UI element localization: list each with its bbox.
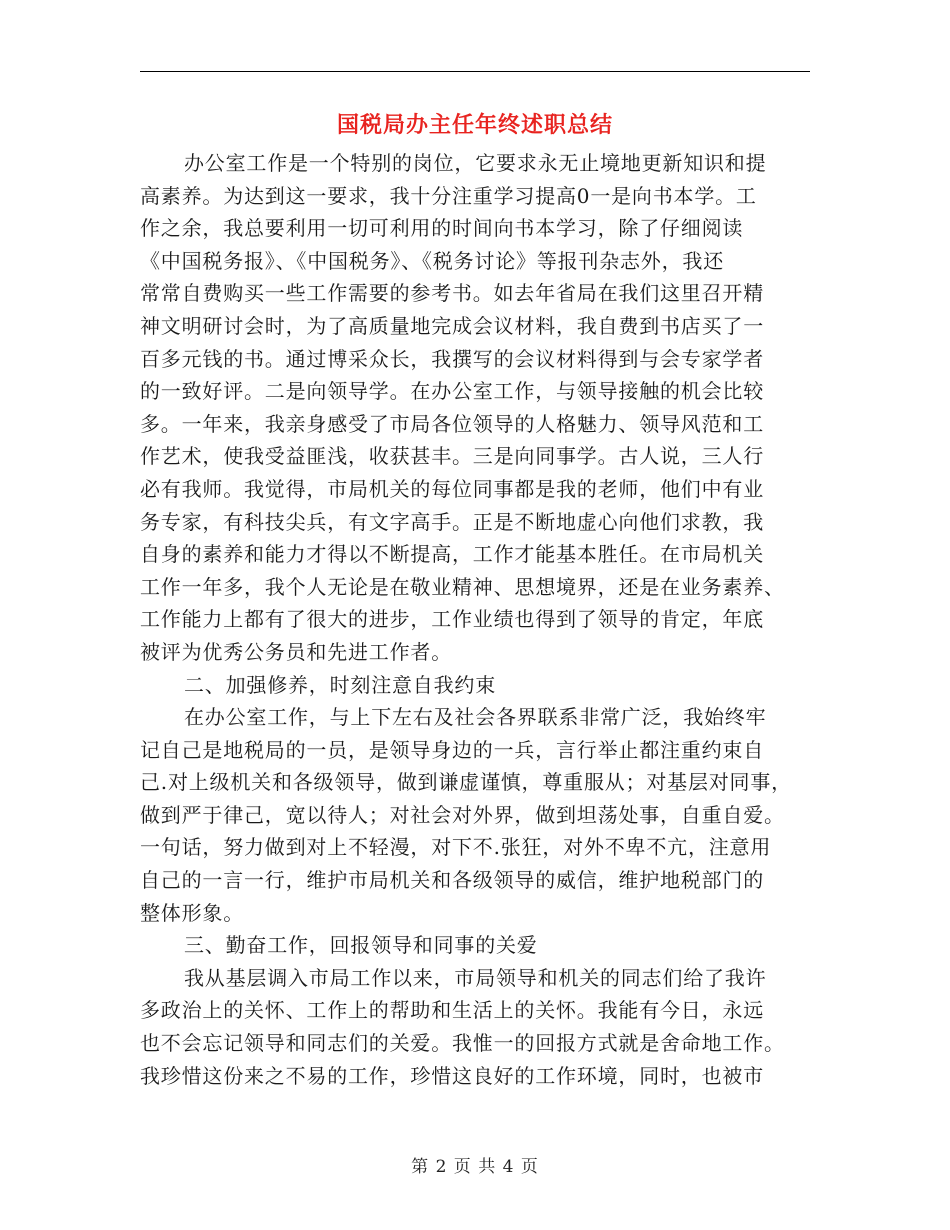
paragraph-line: 自己的一言一行，维护市局机关和各级领导的威信，维护地税部门的 <box>140 868 764 893</box>
paragraph-line: 被评为优秀公务员和先进工作者。 <box>140 639 452 664</box>
paragraph-line: 我珍惜这份来之不易的工作，珍惜这良好的工作环境，同时，也被市 <box>140 1063 764 1088</box>
paragraph-line: 整体形象。 <box>140 900 244 925</box>
paragraph-line: 《中国税务报》、《中国税务》、《税务讨论》等报刊杂志外，我还 <box>140 248 724 273</box>
paragraph-line: 自身的素养和能力才得以不断提高，工作才能基本胜任。在市局机关 <box>140 542 764 567</box>
paragraph-line: 务专家，有科技尖兵，有文字高手。正是不断地虚心向他们求教，我 <box>140 509 764 534</box>
paragraph-line: 的一致好评。二是向领导学。在办公室工作，与领导接触的机会比较 <box>140 379 764 404</box>
header-rule <box>140 71 810 72</box>
paragraph-line: 高素养。为达到这一要求，我十分注重学习提高0一是向书本学。工 <box>140 183 757 208</box>
paragraph-line: 常常自费购买一些工作需要的参考书。如去年省局在我们这里召开精 <box>140 281 764 306</box>
paragraph-line: 也不会忘记领导和同志们的关爱。我惟一的回报方式就是舍命地工作。 <box>140 1031 785 1056</box>
paragraph-line: 在办公室工作，与上下左右及社会各界联系非常广泛，我始终牢 <box>184 705 767 730</box>
document-body <box>140 147 812 1092</box>
paragraph-line: 多政治上的关怀、工作上的帮助和生活上的关怀。我能有今日，永远 <box>140 998 764 1023</box>
paragraph-line: 做到严于律己，宽以待人；对社会对外界，做到坦荡处事，自重自爱。 <box>140 802 785 827</box>
paragraph-line: 作艺术，使我受益匪浅，收获甚丰。三是向同事学。古人说，三人行 <box>140 444 764 469</box>
paragraph-line: 记自己是地税局的一员，是领导身边的一兵，言行举止都注重约束自 <box>140 737 764 762</box>
paragraph-line: 办公室工作是一个特别的岗位，它要求永无止境地更新知识和提 <box>184 151 767 175</box>
paragraph-line: 作之余，我总要利用一切可利用的时间向书本学习，除了仔细阅读 <box>140 216 744 241</box>
page-footer: 第 2 页 共 4 页 <box>411 1157 539 1177</box>
paragraph-line: 神文明研讨会时，为了高质量地完成会议材料，我自费到书店买了一 <box>140 313 764 338</box>
paragraph-line: 一句话，努力做到对上不轻漫，对下不.张狂，对外不卑不亢，注意用 <box>140 835 772 860</box>
paragraph-line: 百多元钱的书。通过博采众长，我撰写的会议材料得到与会专家学者 <box>140 346 764 371</box>
paragraph-line: 多。一年来，我亲身感受了市局各位领导的人格魅力、领导风范和工 <box>140 411 764 436</box>
paragraph-line: 己.对上级机关和各级领导，做到谦虚谨慎，尊重服从；对基层对同事， <box>140 770 792 795</box>
paragraph-line: 必有我师。我觉得，市局机关的每位同事都是我的老师，他们中有业 <box>140 476 764 501</box>
section-heading: 二、加强修养，时刻注意自我约束 <box>184 672 496 697</box>
paragraph-line: 工作一年多，我个人无论是在敬业精神、思想境界，还是在业务素养、 <box>140 574 785 599</box>
section-heading: 三、勤奋工作，回报领导和同事的关爱 <box>184 933 538 958</box>
paragraph-line: 我从基层调入市局工作以来，市局领导和机关的同志们给了我许 <box>184 965 767 990</box>
document-title: 国税局办主任年终述职总结 <box>336 112 613 138</box>
paragraph-line: 工作能力上都有了很大的进步，工作业绩也得到了领导的肯定，年底 <box>140 607 764 632</box>
